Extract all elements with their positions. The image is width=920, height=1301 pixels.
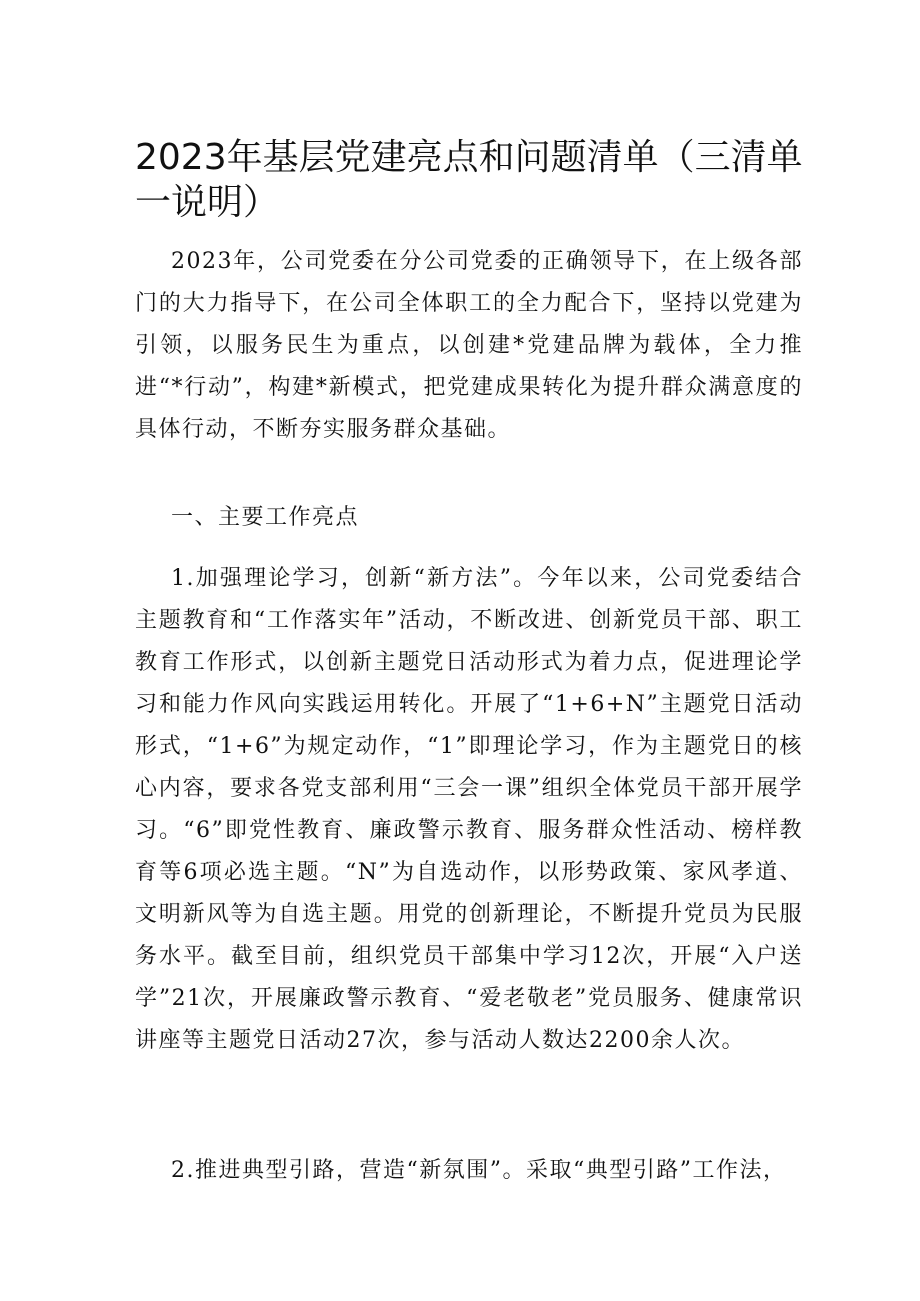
intro-paragraph: 2023年，公司党委在分公司党委的正确领导下，在上级各部门的大力指导下，在公司全体职工的全力配合下，坚持以党建为引领，以服务民生为重点，以创建*党建品牌为载体，全力推进“*行动”，构建*新模式，把党建成果转化为提升群众满意度的具体行动，不断夯实服务群众基础。 — [135, 249, 803, 442]
document-title: 2023年基层党建亮点和问题清单（三清单一说明） — [135, 137, 803, 223]
highlight-item-1-paragraph: 1.加强理论学习，创新“新方法”。今年以来，公司党委结合主题教育和“工作落实年”活动，不断改进、创新党员干部、职工教育工作形式，以创新主题党日活动形式为着力点，促进理论学习和能力作风向实践运用转化。开展了“1+6+N”主题党日活动形式，“1+6”为规定动作，“1”即理论学习，作为主题党日的核心内容，要求各党支部利用“三会一课”组织全体党员干部开展学习。“6”即党性教育、廉政警示教育、服务群众性活动、榜样教育等6项必选主题。“N”为自选动作，以形势政策、家风孝道、文明新风等为自选主题。用党的创新理论，不断提升党员为民服务水平。截至目前，组织党员干部集中学习12次，开展“入户送学”21次，开展廉政警示教育、“爱老敬老”党员服务、健康常识讲座等主题党日活动27次，参与活动人数达2200余人次。 — [135, 566, 803, 1053]
highlight-item-2-paragraph: 2.推进典型引路，营造“新氛围”。采取“典型引路”工作法， — [171, 1158, 787, 1183]
section-heading-highlights: 一、主要工作亮点 — [171, 505, 360, 530]
